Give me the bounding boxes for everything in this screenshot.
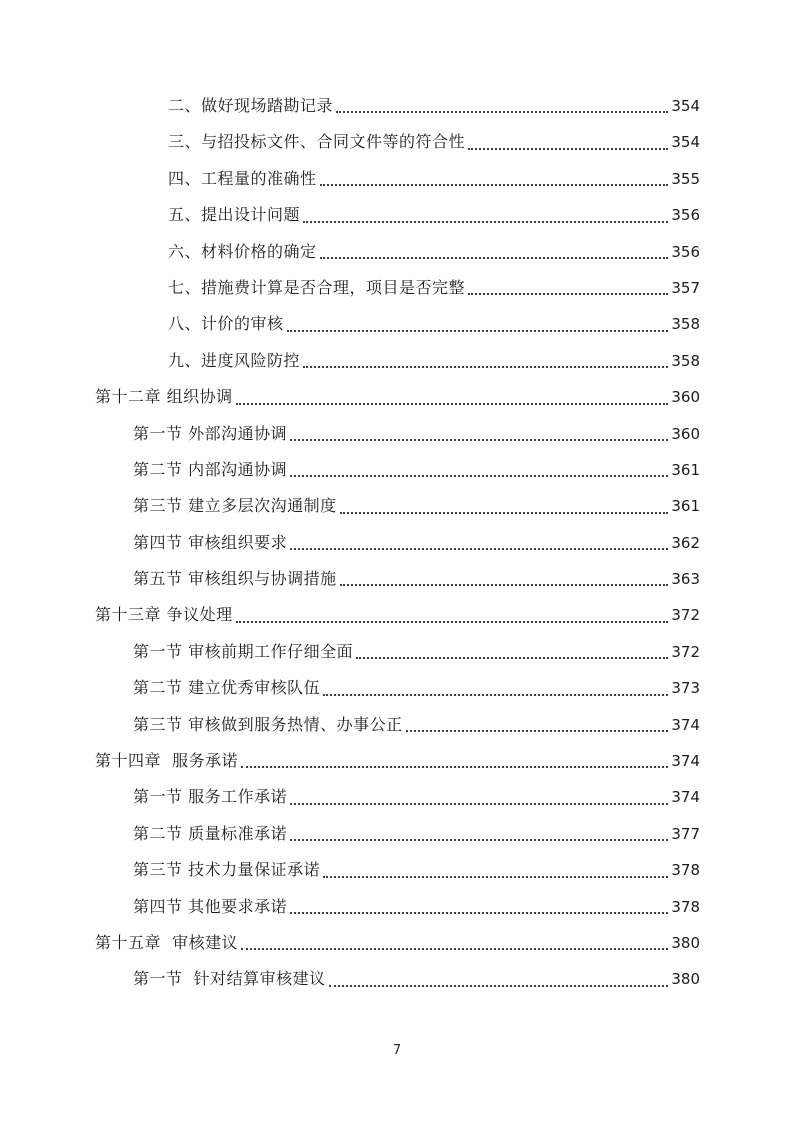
dot-leader [317,161,672,197]
dot-leader [287,525,671,561]
toc-entry-page: 354 [671,133,700,152]
toc-entry [168,270,700,306]
dot-leader [287,452,671,488]
toc-entry [168,124,700,160]
toc-entry-page: 378 [671,861,700,880]
toc-entry-title: 第五节 审核组织与协调措施 [133,569,337,589]
toc-entry-title: 第十三章 争议处理 [95,605,233,625]
toc-entry [95,925,700,961]
toc-entry [168,197,700,233]
toc-entry-page: 355 [671,169,700,188]
toc-entry [95,743,700,779]
toc-entry-page: 380 [671,970,700,989]
dot-leader [337,561,672,597]
dot-leader [287,779,671,815]
toc-entry-title: 第十二章 组织协调 [95,387,233,407]
dot-leader [238,743,671,779]
toc-entry-page: 354 [671,97,700,115]
toc-entry-title: 第三节 技术力量保证承诺 [133,860,321,880]
toc-entry [95,379,700,415]
toc-list [95,88,700,998]
toc-entry-page: 356 [671,242,700,261]
toc-entry-title: 第一节 服务工作承诺 [133,787,288,807]
toc-entry [133,670,700,706]
toc-entry [133,707,700,743]
dot-leader [403,707,672,743]
toc-entry-title: 第二节 内部沟通协调 [133,459,288,479]
dot-leader [233,597,672,633]
dot-leader [465,270,671,306]
dot-leader [337,488,672,524]
toc-entry [168,306,700,342]
toc-entry [168,88,700,124]
dot-leader [333,88,671,124]
toc-entry-title: 第十四章 服务承诺 [95,751,239,771]
dot-leader [300,343,671,379]
toc-entry-page: 356 [671,206,700,225]
dot-leader [320,670,671,706]
page-footer [0,1043,794,1058]
toc-entry [133,561,700,597]
toc-entry [168,234,700,270]
dot-leader [326,961,672,997]
toc-entry-title: 第二节 质量标准承诺 [133,823,288,843]
toc-entry-page: 362 [671,533,700,552]
toc-entry-page: 380 [671,933,700,952]
toc-entry [133,488,700,524]
dot-leader [300,197,671,233]
toc-entry [133,525,700,561]
dot-leader [284,306,672,342]
dot-leader [465,124,671,160]
toc-entry [133,852,700,888]
toc-entry [133,889,700,925]
toc-entry-page: 357 [671,278,700,297]
toc-entry-title: 四、工程量的准确性 [168,168,317,188]
toc-entry [133,961,700,997]
toc-entry-title: 九、进度风险防控 [168,350,301,370]
toc-entry-page: 373 [671,679,700,698]
toc-entry-page: 363 [671,570,700,589]
toc-entry-title: 第一节 外部沟通协调 [133,423,288,443]
toc-entry-page: 358 [671,315,700,334]
toc-entry-page: 377 [671,824,700,843]
toc-entry-page: 361 [671,460,700,479]
toc-entry-page: 360 [671,388,700,407]
toc-entry-title: 第十五章 审核建议 [95,932,239,952]
toc-entry-page: 372 [671,642,700,661]
toc-entry-title: 第四节 审核组织要求 [133,532,288,552]
toc-entry [168,343,700,379]
toc-entry-title: 三、与招投标文件、合同文件等的符合性 [168,132,466,152]
toc-entry-page: 361 [671,497,700,516]
toc-entry-page: 378 [671,897,700,916]
toc-entry-title: 八、计价的审核 [168,314,284,334]
toc-entry [133,779,700,815]
toc-entry-page: 360 [671,424,700,443]
toc-entry [95,597,700,633]
toc-entry-title: 第四节 其他要求承诺 [133,896,288,916]
footer-page-number: 7 [392,1043,402,1058]
dot-leader [238,925,671,961]
toc-entry-title: 七、措施费计算是否合理，项目是否完整 [168,277,466,297]
dot-leader [287,889,671,925]
toc-entry-title: 第三节 建立多层次沟通制度 [133,496,337,516]
toc-entry [133,452,700,488]
toc-entry-title: 六、材料价格的确定 [168,241,317,261]
toc-entry-title: 第三节 审核做到服务热情、办事公正 [133,714,403,734]
dot-leader [233,379,672,415]
toc-entry-title: 第二节 建立优秀审核队伍 [133,678,321,698]
toc-entry-page: 374 [671,715,700,734]
toc-entry-title: 五、提出设计问题 [168,205,301,225]
toc-entry-title: 第一节 审核前期工作仔细全面 [133,641,354,661]
dot-leader [317,234,672,270]
toc-entry [133,816,700,852]
toc-entry-page: 374 [671,752,700,771]
dot-leader [320,852,671,888]
toc-entry-page: 372 [671,606,700,625]
toc-entry-title: 二、做好现场踏勘记录 [168,96,334,115]
toc-entry-page: 358 [671,351,700,370]
dot-leader [287,416,671,452]
dot-leader [353,634,671,670]
toc-entry [133,416,700,452]
toc-entry-page: 374 [671,788,700,807]
dot-leader [287,816,671,852]
toc-entry-title: 第一节 针对结算审核建议 [133,969,326,989]
toc-entry [168,161,700,197]
toc-entry [133,634,700,670]
